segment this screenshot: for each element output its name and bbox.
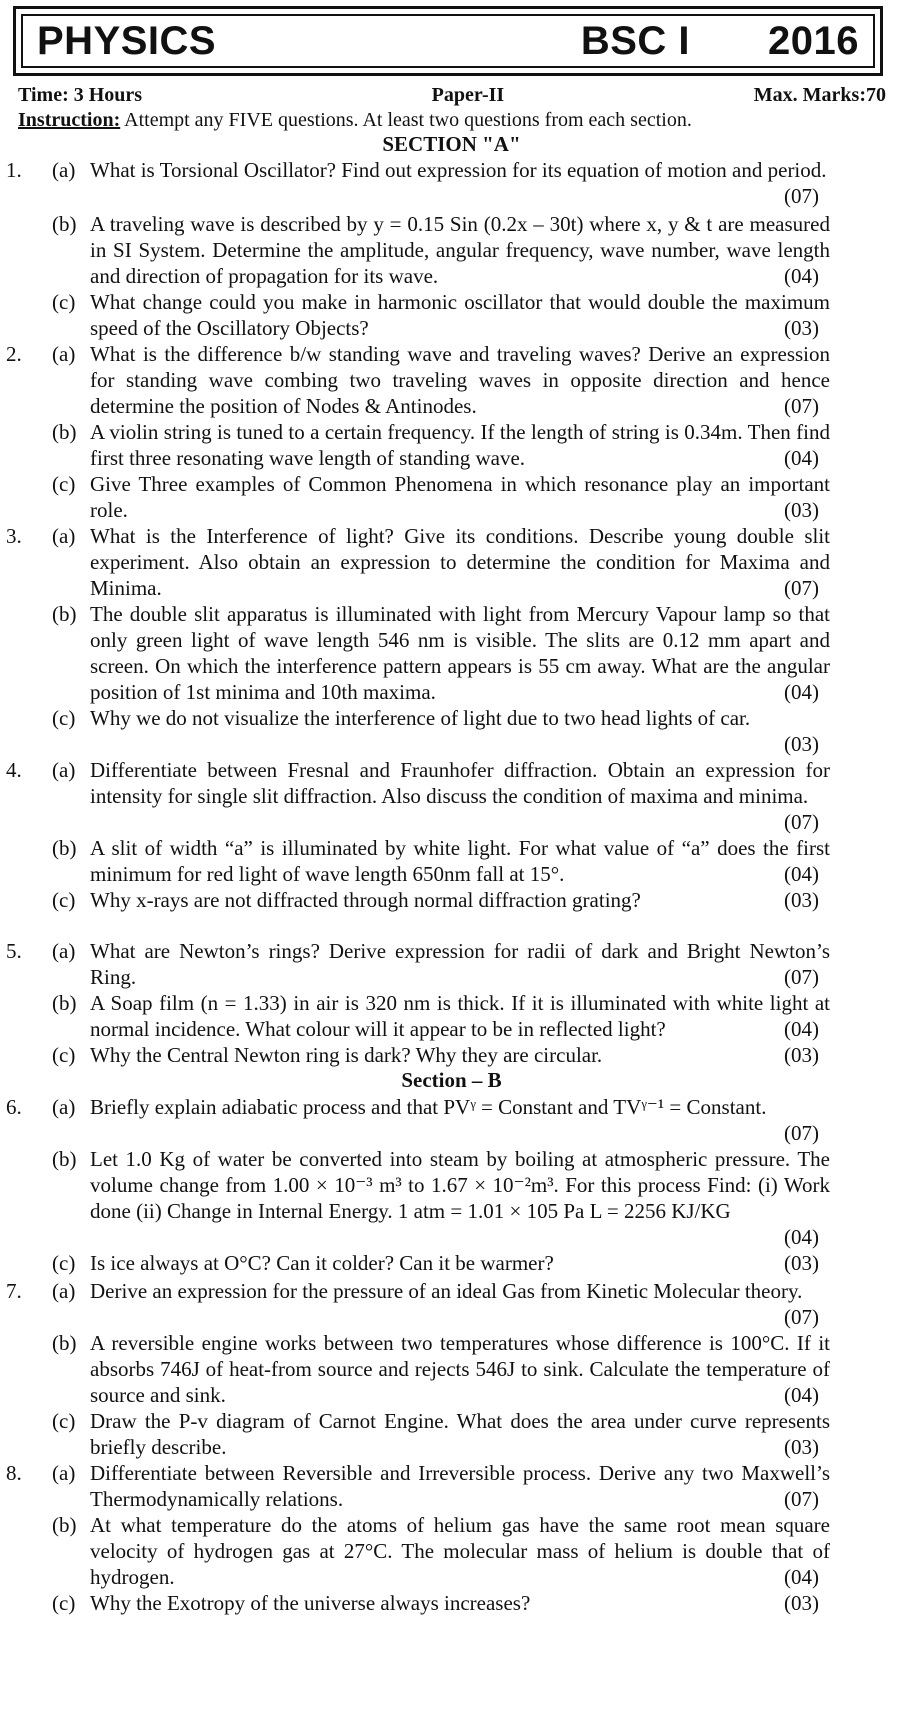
question-text: What are Newton’s rings? Derive expression for radii of dark and Bright Newton’s Ring. (90, 939, 830, 989)
question-number: 4. (6, 758, 22, 782)
part-label: (c) (52, 888, 76, 912)
part-label: (b) (52, 602, 77, 626)
part-label: (b) (52, 1513, 77, 1537)
part-label: (c) (52, 1409, 76, 1433)
part-label: (a) (52, 1095, 76, 1119)
marks: (07) (784, 1121, 819, 1145)
class-title: BSC I (580, 18, 691, 63)
marks: (03) (784, 1251, 819, 1275)
part-label: (b) (52, 1147, 77, 1171)
question-text: A violin string is tuned to a certain frequency. If the length of string is 0.34m. Then find first three resonating wave length of standing wave. (90, 420, 830, 470)
part-label: (c) (52, 472, 76, 496)
question-number: 5. (6, 939, 22, 963)
marks: (03) (784, 732, 819, 756)
marks: (04) (784, 1225, 819, 1249)
question-text: Let 1.0 Kg of water be converted into steam by boiling at atmospheric pressure. The volume change from 1.00 × 10⁻³ m³ to 1.67 × 10⁻²m³. For this process Find: (i) Work done (ii) Change in Internal Energy. 1 atm = 1.01 × 105 Pa L = 2256 KJ/KG (90, 1147, 830, 1223)
marks: (03) (784, 1435, 819, 1459)
question-number: 2. (6, 342, 22, 366)
question-number: 1. (6, 158, 22, 182)
marks: (04) (784, 264, 819, 288)
question-text: Why the Exotropy of the universe always increases? (90, 1591, 531, 1615)
exam-meta (18, 84, 886, 107)
question-text: Why the Central Newton ring is dark? Why they are circular. (90, 1043, 603, 1067)
question-text: What change could you make in harmonic oscillator that would double the maximum speed of the Oscillatory Objects? (90, 290, 830, 340)
marks: (04) (784, 446, 819, 470)
question-text: What is Torsional Oscillator? Find out expression for its equation of motion and period. (90, 158, 827, 182)
question-number: 3. (6, 524, 22, 548)
question-text: The double slit apparatus is illuminated with light from Mercury Vapour lamp so that only green light of wave length 546 nm is visible. The slits are 0.12 mm apart and screen. On which the interference pattern appears is 55 cm away. What are the angular position of 1st minima and 10th maxima. (90, 602, 830, 704)
marks: (03) (784, 1591, 819, 1615)
part-label: (c) (52, 1591, 76, 1615)
question-text: Is ice always at O°C? Can it colder? Can it be warmer? (90, 1251, 554, 1275)
part-label: (a) (52, 758, 76, 782)
part-label: (b) (52, 1331, 77, 1355)
question-number: 8. (6, 1461, 22, 1485)
part-label: (a) (52, 1461, 76, 1485)
section-b-heading: Section – B (401, 1068, 502, 1092)
question-text: What is the Interference of light? Give its conditions. Describe young double slit experiment. Also obtain an expression to determine the condition for Maxima and Minima. (90, 524, 830, 600)
marks: (07) (784, 394, 819, 418)
part-label: (a) (52, 939, 76, 963)
marks-label: Max. Marks:70 (753, 84, 886, 106)
question-text: Why x-rays are not diffracted through normal diffraction grating? (90, 888, 641, 912)
marks: (03) (784, 888, 819, 912)
part-label: (a) (52, 158, 76, 182)
part-label: (a) (52, 524, 76, 548)
marks: (04) (784, 1565, 819, 1589)
marks: (07) (784, 965, 819, 989)
question-text: Derive an expression for the pressure of an ideal Gas from Kinetic Molecular theory. (90, 1279, 803, 1303)
question-text: Differentiate between Reversible and Irreversible process. Derive any two Maxwell’s Thermodynamically relations. (90, 1461, 830, 1511)
question-text: A slit of width “a” is illuminated by white light. For what value of “a” does the first minimum for red light of wave length 650nm fall at 15°. (90, 836, 830, 886)
marks: (04) (784, 1383, 819, 1407)
question-number: 6. (6, 1095, 22, 1119)
part-label: (c) (52, 706, 76, 730)
question-text: What is the difference b/w standing wave and traveling waves? Derive an expression for standing wave combing two traveling waves in opposite direction and hence determine the position of Nodes & Antinodes. (90, 342, 830, 418)
marks: (03) (784, 498, 819, 522)
marks: (04) (784, 1017, 819, 1041)
question-text: Briefly explain adiabatic process and that PVᵞ = Constant and TVᵞ⁻¹ = Constant. (90, 1095, 767, 1119)
question-text: A Soap film (n = 1.33) in air is 320 nm is thick. If it is illuminated with white light at normal incidence. What colour will it appear to be in reflected light? (90, 991, 830, 1041)
marks: (07) (784, 1487, 819, 1511)
part-label: (a) (52, 342, 76, 366)
instruction (18, 109, 886, 132)
question-text: Why we do not visualize the interference of light due to two head lights of car. (90, 706, 751, 730)
part-label: (c) (52, 1251, 76, 1275)
marks: (07) (784, 576, 819, 600)
marks: (03) (784, 1043, 819, 1067)
part-label: (b) (52, 420, 77, 444)
marks: (04) (784, 680, 819, 704)
section-a-heading: SECTION "A" (382, 132, 521, 156)
part-label: (b) (52, 836, 77, 860)
part-label: (b) (52, 212, 77, 236)
time-label: Time: 3 Hours (18, 84, 143, 106)
marks: (03) (784, 316, 819, 340)
year-title: 2016 (768, 18, 859, 63)
paper-label: Paper-II (431, 84, 505, 106)
part-label: (a) (52, 1279, 76, 1303)
part-label: (c) (52, 1043, 76, 1067)
part-label: (c) (52, 290, 76, 314)
marks: (07) (784, 810, 819, 834)
marks: (07) (784, 1305, 819, 1329)
instruction-text: Attempt any FIVE questions. At least two questions from each section. (120, 109, 692, 131)
title-box (13, 6, 883, 76)
marks: (04) (784, 862, 819, 886)
instruction-label: Instruction: (18, 109, 121, 131)
question-text: At what temperature do the atoms of helium gas have the same root mean square velocity of hydrogen gas at 27°C. The molecular mass of helium is double that of hydrogen. (90, 1513, 830, 1589)
question-text: Differentiate between Fresnal and Fraunhofer diffraction. Obtain an expression for intensity for single slit diffraction. Also discuss the condition of maxima and minima. (90, 758, 830, 808)
marks: (07) (784, 184, 819, 208)
question-text: Draw the P-v diagram of Carnot Engine. What does the area under curve represents briefly describe. (90, 1409, 830, 1459)
subject-title: PHYSICS (37, 18, 217, 63)
part-label: (b) (52, 991, 77, 1015)
question-number: 7. (6, 1279, 22, 1303)
question-text: Give Three examples of Common Phenomena in which resonance play an important role. (90, 472, 830, 522)
question-text: A traveling wave is described by y = 0.15 Sin (0.2x – 30t) where x, y & t are measured in SI System. Determine the amplitude, angular frequency, wave number, wave length and direction of propagation for its wave. (90, 212, 830, 288)
question-text: A reversible engine works between two temperatures whose difference is 100°C. If it absorbs 746J of heat-from source and rejects 546J to sink. Calculate the temperature of source and sink. (90, 1331, 830, 1407)
